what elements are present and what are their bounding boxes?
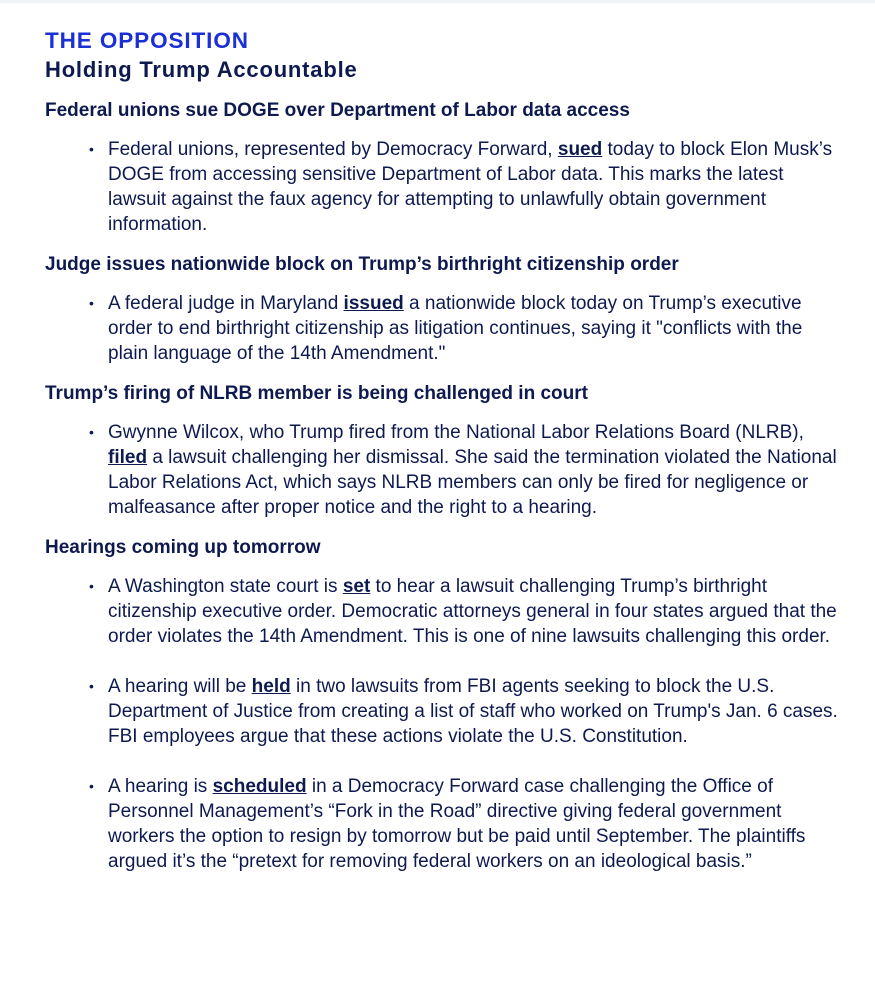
story-bullets bbox=[45, 420, 845, 520]
filed-link[interactable]: filed bbox=[108, 447, 148, 468]
list-item: • Federal unions, represented by Democracy Forward, sued today to block Elon Musk’s DOGE from accessing sensitive Department of Labor data. This marks the latest lawsuit against the faux agency for attempting to unlawfully obtain government information. bbox=[45, 137, 845, 237]
list-item: • A Washington state court is set to hear a lawsuit challenging Trump’s birthright citizenship executive order. Democratic attorneys general in four states argued that the order violates the 14th Amendment. This is one of nine lawsuits challenging this order. bbox=[45, 574, 845, 649]
story-title-birthright-block: Judge issues nationwide block on Trump’s birthright citizenship order bbox=[45, 254, 679, 275]
list-item: • Gwynne Wilcox, who Trump fired from the National Labor Relations Board (NLRB), filed a lawsuit challenging her dismissal. She said the termination violated the National Labor Relations Act, which says NLRB members can only be fired for negligence or malfeasance after proper notice and the right to a hearing. bbox=[45, 420, 845, 520]
list-item: • A federal judge in Maryland issued a nationwide block today on Trump’s executive order to end birthright citizenship as litigation continues, saying it "conflicts with the plain language of the 14th Amendment." bbox=[45, 291, 845, 366]
list-item: • A hearing is scheduled in a Democracy Forward case challenging the Office of Personnel Management’s “Fork in the Road” directive giving federal government workers the option to resign by tomorrow but be paid until September. The plaintiffs argued it’s the “pretext for removing federal workers on an ideological basis.” bbox=[45, 774, 845, 874]
list-item: • A hearing will be held in two lawsuits from FBI agents seeking to block the U.S. Department of Justice from creating a list of staff who worked on Trump's Jan. 6 cases. FBI employees argue that these actions violate the U.S. Constitution. bbox=[45, 674, 845, 749]
story-title-nlrb-firing: Trump’s firing of NLRB member is being challenged in court bbox=[45, 383, 588, 404]
sued-link[interactable]: sued bbox=[557, 139, 603, 160]
section-subtitle: Holding Trump Accountable bbox=[45, 57, 358, 82]
story-bullets bbox=[45, 137, 845, 237]
scheduled-link[interactable]: scheduled bbox=[212, 776, 307, 797]
story-bullets bbox=[45, 574, 845, 874]
story-bullets bbox=[45, 291, 845, 366]
newsletter-body bbox=[0, 27, 875, 874]
issued-link[interactable]: issued bbox=[343, 293, 404, 314]
story-title-hearings: Hearings coming up tomorrow bbox=[45, 537, 321, 558]
story-title-doge-lawsuit: Federal unions sue DOGE over Department of Labor data access bbox=[45, 100, 630, 121]
set-link[interactable]: set bbox=[342, 576, 371, 597]
held-link[interactable]: held bbox=[251, 676, 291, 697]
top-divider bbox=[0, 0, 875, 3]
section-kicker: THE OPPOSITION bbox=[45, 28, 249, 53]
